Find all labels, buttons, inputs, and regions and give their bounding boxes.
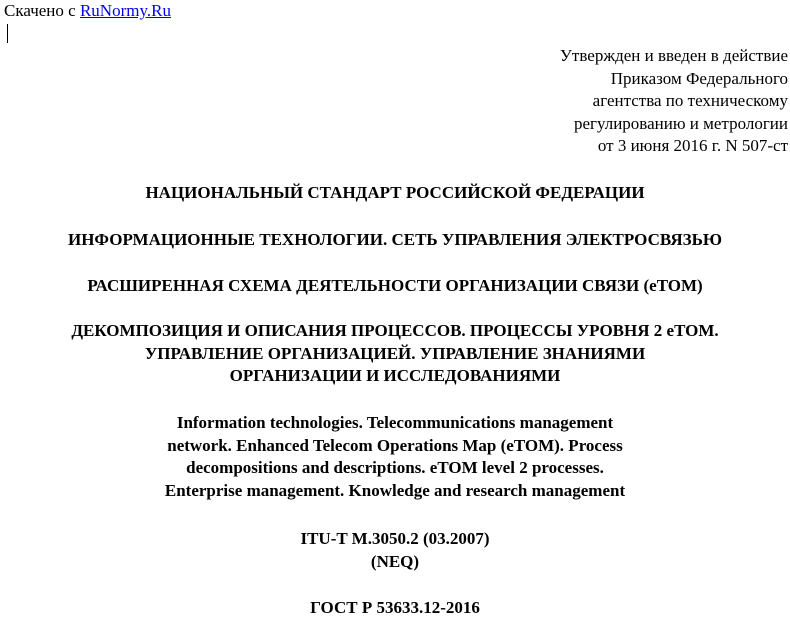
designation-block	[0, 597, 790, 620]
itu-reference: ITU-T M.3050.2 (03.2007)	[300, 529, 490, 548]
english-title-block	[0, 412, 790, 502]
standard-header-text: НАЦИОНАЛЬНЫЙ СТАНДАРТ РОССИЙСКОЙ ФЕДЕРАЦИИ	[145, 183, 645, 202]
source-link[interactable]: RuNormy.Ru	[79, 1, 171, 20]
title-line-2	[0, 275, 790, 298]
approval-line: регулированию и метрологии	[573, 113, 788, 133]
title-3-line: УПРАВЛЕНИЕ ОРГАНИЗАЦИЕЙ. УПРАВЛЕНИЕ ЗНАНИЯМИ	[144, 343, 646, 363]
title-3-line: ДЕКОМПОЗИЦИЯ И ОПИСАНИЯ ПРОЦЕССОВ. ПРОЦЕССЫ УРОВНЯ 2 eTOM.	[71, 321, 719, 340]
source-line	[4, 1, 171, 21]
approval-line: агентства по техническому	[592, 91, 788, 110]
text-cursor	[7, 24, 8, 43]
reference-block	[0, 528, 790, 573]
approval-block	[560, 45, 788, 158]
title-1-text: ИНФОРМАЦИОННЫЕ ТЕХНОЛОГИИ. СЕТЬ УПРАВЛЕНИЯ ЭЛЕКТРОСВЯЗЬЮ	[67, 230, 722, 249]
title-line-1	[0, 229, 790, 252]
standard-designation: ГОСТ Р 53633.12-2016	[310, 598, 480, 617]
source-prefix: Скачено с	[4, 1, 76, 20]
title-3-line: ОРГАНИЗАЦИИ И ИССЛЕДОВАНИЯМИ	[229, 366, 561, 385]
approval-line: Утвержден и введен в действие	[559, 46, 788, 65]
equivalence-note: (NEQ)	[370, 551, 420, 571]
title-block-3	[0, 320, 790, 388]
english-title-line: Information technologies. Telecommunications management	[176, 413, 614, 432]
title-2-text: РАСШИРЕННАЯ СХЕМА ДЕЯТЕЛЬНОСТИ ОРГАНИЗАЦИИ СВЯЗИ (eTOM)	[87, 276, 703, 295]
english-title-line: network. Enhanced Telecom Operations Map (eTOM). Process	[167, 435, 623, 455]
english-title-line: decompositions and descriptions. eTOM level 2 processes.	[186, 458, 604, 477]
approval-line: от 3 июня 2016 г. N 507-ст	[597, 136, 788, 155]
standard-header	[0, 182, 790, 205]
english-title-line: Enterprise management. Knowledge and research management	[164, 480, 626, 500]
approval-line: Приказом Федерального	[610, 68, 788, 88]
